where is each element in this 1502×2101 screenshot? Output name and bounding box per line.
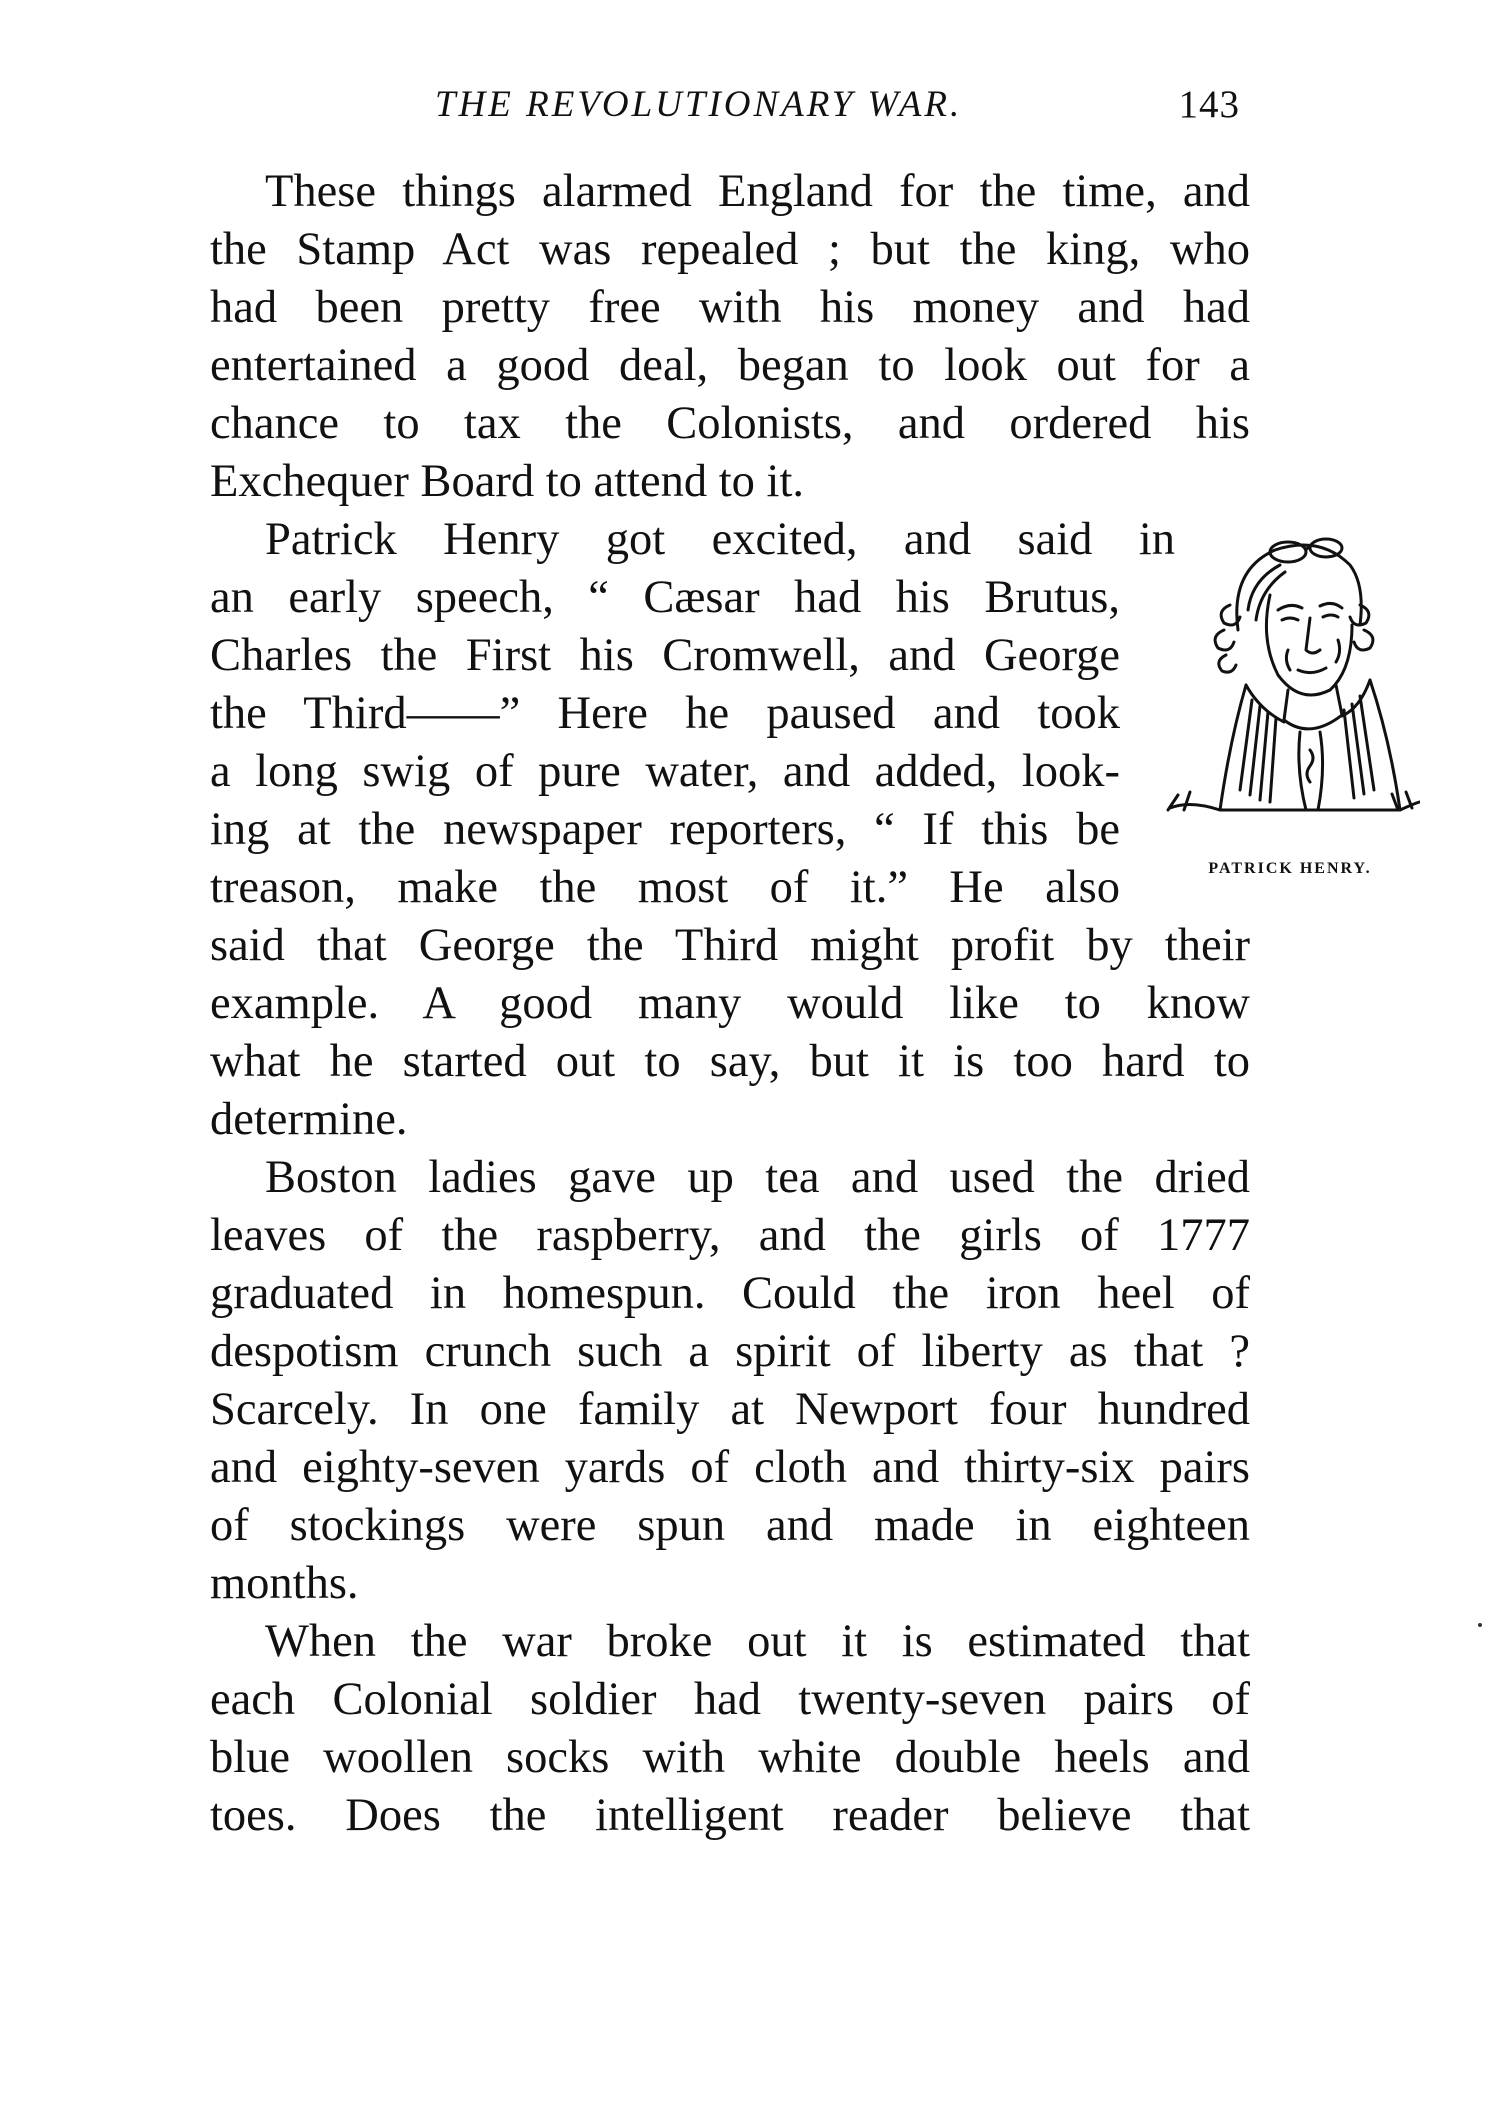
text-line: example. A good many would like to know	[210, 978, 1250, 1029]
text-line: the Third——” Here he paused and took	[210, 688, 1120, 739]
text-line: and eighty-seven yards of cloth and thirty-six pairs	[210, 1442, 1250, 1493]
print-speck	[1478, 1623, 1482, 1627]
text-line: despotism crunch such a spirit of liberty as that ?	[210, 1326, 1250, 1377]
text-line: Patrick Henry got excited, and said in	[265, 514, 1175, 565]
patrick-henry-portrait-illustration	[1160, 510, 1420, 850]
text-line: Charles the First his Cromwell, and George	[210, 630, 1120, 681]
text-line: Boston ladies gave up tea and used the dried	[265, 1152, 1250, 1203]
text-line: chance to tax the Colonists, and ordered his	[210, 398, 1250, 449]
paragraph-patrick-henry	[210, 511, 1250, 1149]
text-line: an early speech, “ Cæsar had his Brutus,	[210, 572, 1120, 623]
text-line: had been pretty free with his money and had	[210, 282, 1250, 333]
text-line: of stockings were spun and made in eighteen	[210, 1500, 1250, 1551]
text-line: each Colonial soldier had twenty-seven pairs of	[210, 1674, 1250, 1725]
paragraph-war-broke-out	[210, 1613, 1250, 1845]
text-line: Scarcely. In one family at Newport four hundred	[210, 1384, 1250, 1435]
text-line: what he started out to say, but it is too hard to	[210, 1036, 1250, 1087]
text-line: said that George the Third might profit by their	[210, 920, 1250, 971]
text-line: These things alarmed England for the time, and	[265, 166, 1250, 217]
text-line: graduated in homespun. Could the iron heel of	[210, 1268, 1250, 1319]
text-line: the Stamp Act was repealed ; but the king, who	[210, 224, 1250, 275]
text-line: determine.	[210, 1094, 408, 1145]
text-line: blue woollen socks with white double heels and	[210, 1732, 1250, 1783]
paragraph-stamp-act	[210, 163, 1250, 511]
body-text	[210, 163, 1250, 1845]
figure-caption: PATRICK HENRY.	[1208, 860, 1372, 877]
page-number: 143	[1178, 83, 1240, 126]
text-line: When the war broke out it is estimated that	[265, 1616, 1250, 1667]
running-title: THE REVOLUTIONARY WAR.	[435, 84, 963, 125]
text-line: Exchequer Board to attend to it.	[210, 456, 804, 507]
text-line: a long swig of pure water, and added, look-	[210, 746, 1120, 797]
running-head	[210, 80, 1240, 130]
text-line: leaves of the raspberry, and the girls of 1777	[210, 1210, 1250, 1261]
text-line: months.	[210, 1558, 359, 1609]
text-line: treason, make the most of it.” He also	[210, 862, 1120, 913]
text-line: ing at the newspaper reporters, “ If this be	[210, 804, 1120, 855]
paragraph-boston-ladies	[210, 1149, 1250, 1613]
portrait-figure	[1160, 510, 1420, 890]
text-line: toes. Does the intelligent reader believe that	[210, 1790, 1250, 1841]
text-line: entertained a good deal, began to look out for a	[210, 340, 1250, 391]
